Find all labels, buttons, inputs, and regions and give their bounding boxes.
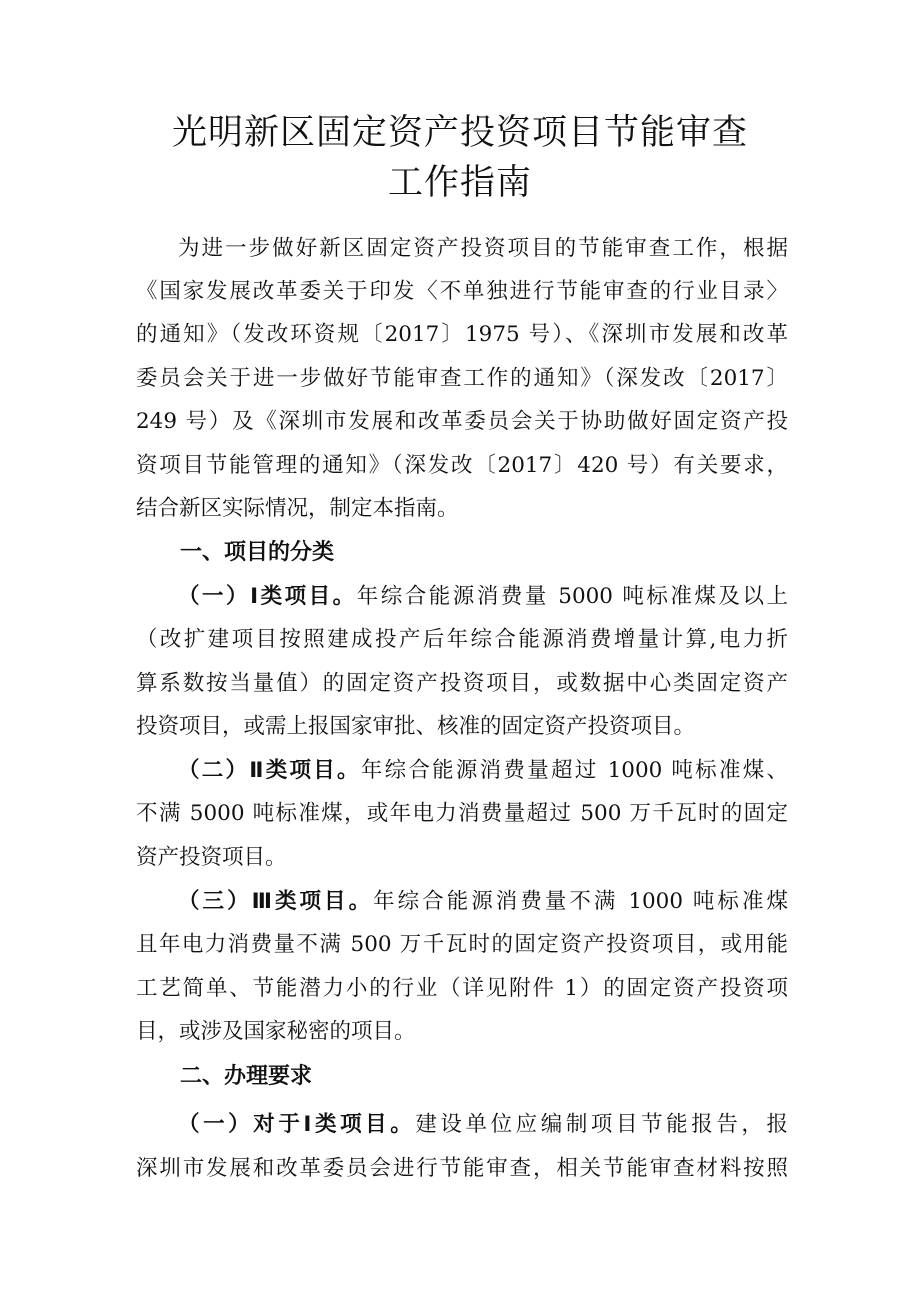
s1-item1-label: （一）Ⅰ类项目。 xyxy=(178,584,357,609)
intro-line: 的通知》（发改环资规〔2017〕1975 号）、《深圳市发展和改革 xyxy=(136,322,788,347)
section-heading-2: 二、办理要求 xyxy=(180,1064,313,1089)
s1-item1-line: （改扩建项目按照建成投产后年综合能源消费增量计算,电力折 xyxy=(136,627,788,652)
s1-item3-first-line xyxy=(178,887,788,917)
intro-line: 249 号）及《深圳市发展和改革委员会关于协助做好固定资产投 xyxy=(136,409,788,434)
s1-item1-line: 算系数按当量值）的固定资产投资项目，或数据中心类固定资产 xyxy=(136,671,788,696)
s1-item2-first-line xyxy=(178,756,788,786)
s2-item1-label: （一）对于Ⅰ类项目。 xyxy=(178,1112,416,1137)
intro-line: 委员会关于进一步做好节能审查工作的通知》（深发改〔2017〕 xyxy=(136,366,788,391)
s1-item2-label: （二）Ⅱ类项目。 xyxy=(178,758,361,783)
intro-line: 为进一步做好新区固定资产投资项目的节能审查工作，根据 xyxy=(178,236,788,261)
intro-line: 《国家发展改革委关于印发〈不单独进行节能审查的行业目录〉 xyxy=(136,279,788,304)
intro-line: 资项目节能管理的通知》（深发改〔2017〕420 号）有关要求， xyxy=(136,453,788,478)
intro-line: 结合新区实际情况，制定本指南。 xyxy=(136,496,459,521)
document-title-line-2: 工作指南 xyxy=(387,163,532,203)
s1-item3-line: 工艺简单、节能潜力小的行业（详见附件 1）的固定资产投资项 xyxy=(136,976,788,1001)
section-heading-1: 一、项目的分类 xyxy=(180,540,335,565)
s1-item1-line: 投资项目，或需上报国家审批、核准的固定资产投资项目。 xyxy=(136,714,696,739)
s1-item3-line: 且年电力消费量不满 500 万千瓦时的固定资产投资项目，或用能 xyxy=(136,932,788,957)
s1-item1-text: 年综合能源消费量 5000 吨标准煤及以上 xyxy=(356,584,788,609)
s1-item2-line: 不满 5000 吨标准煤，或年电力消费量超过 500 万千瓦时的固定 xyxy=(136,801,788,826)
s2-item1-line: 深圳市发展和改革委员会进行节能审查，相关节能审查材料按照 xyxy=(136,1156,788,1181)
s1-item2-line: 资产投资项目。 xyxy=(136,845,287,870)
s1-item3-label: （三）Ⅲ类项目。 xyxy=(178,889,374,914)
document-title-line-1: 光明新区固定资产投资项目节能审查 xyxy=(171,113,748,153)
s1-item3-line: 目，或涉及国家秘密的项目。 xyxy=(136,1019,416,1044)
s2-item1-first-line xyxy=(178,1110,788,1140)
s1-item3-text: 年综合能源消费量不满 1000 吨标准煤 xyxy=(373,889,789,914)
s2-item1-text: 建设单位应编制项目节能报告，报 xyxy=(415,1112,788,1137)
s1-item2-text: 年综合能源消费量超过 1000 吨标准煤、 xyxy=(360,758,788,783)
s1-item1-first-line xyxy=(178,582,788,612)
